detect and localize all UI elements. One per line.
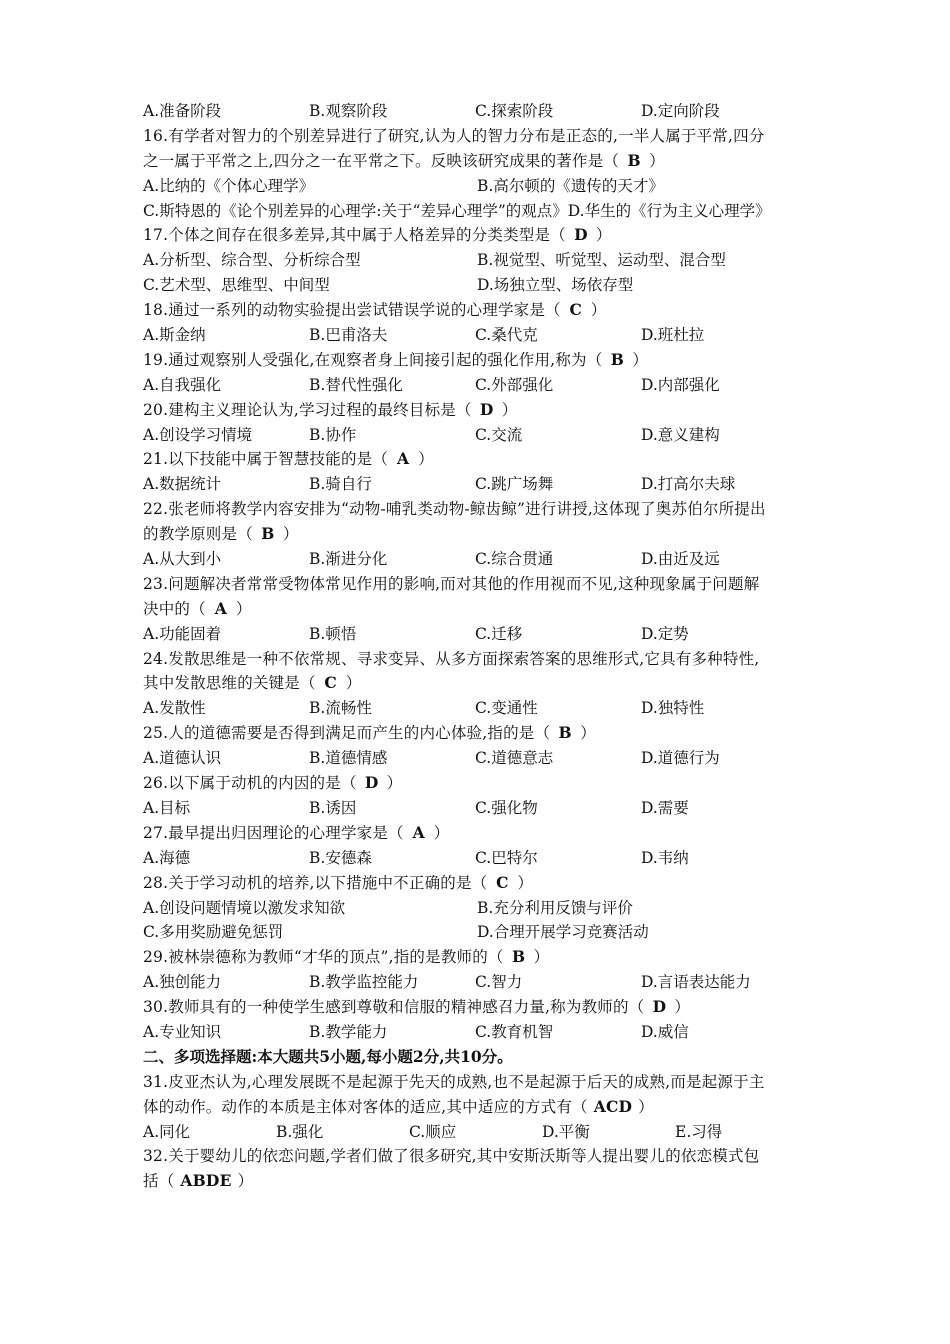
question-line <box>143 149 813 174</box>
option-line <box>143 199 813 224</box>
option-d: D.韦纳 <box>641 848 689 867</box>
option-c: C.道德意志 <box>475 749 554 768</box>
closing-paren: ） <box>632 350 649 369</box>
option-d: D.道德行为 <box>641 749 720 768</box>
option-b: B.诱因 <box>309 798 357 817</box>
option-a: A.自我强化 <box>143 375 222 394</box>
option-d: D.内部强化 <box>641 375 720 394</box>
question-text: 19.通过观察别人受强化,在观察者身上间接引起的强化作用,称为（ <box>143 350 603 369</box>
question-line <box>143 995 813 1020</box>
options-row <box>143 273 813 298</box>
closing-paren: ） <box>674 998 691 1017</box>
options-row <box>143 796 813 821</box>
options-row <box>143 1120 813 1145</box>
option-c: C.探索阶段 <box>475 102 554 120</box>
exam-content <box>143 99 813 1194</box>
option-b: B.渐进分化 <box>309 550 388 569</box>
option-d: D.定向阶段 <box>641 102 720 120</box>
answer-key: B <box>627 150 641 170</box>
question-text: 25.人的道德需要是否得到满足而产生的内心体验,指的是（ <box>143 724 551 743</box>
question-text: 29.被林崇德称为教师“才华的顶点”,指的是教师的（ <box>143 948 504 967</box>
option-a: A.道德认识 <box>143 749 222 768</box>
option-d: D.言语表达能力 <box>641 973 751 992</box>
question-line <box>143 1095 813 1120</box>
answer-key: D <box>479 399 494 419</box>
question-text: 26.以下属于动机的内因的是（ <box>143 774 357 793</box>
options-row <box>143 174 813 199</box>
question-line <box>143 1070 813 1095</box>
closing-paren: ） <box>649 151 665 170</box>
option-a: A.数据统计 <box>143 475 222 494</box>
option-e: E.习得 <box>675 1122 723 1141</box>
answer-key: D <box>364 773 379 793</box>
question-line <box>143 671 813 696</box>
options-row <box>143 373 813 398</box>
closing-paren: ） <box>282 525 299 544</box>
answer-key: B <box>511 947 526 967</box>
question-line <box>143 647 813 672</box>
closing-paren: ） <box>386 774 403 793</box>
closing-paren: ） <box>533 948 550 967</box>
question-line <box>143 721 813 746</box>
question-line <box>143 298 813 323</box>
answer-key: B <box>558 723 572 743</box>
option-c: C.教育机智 <box>475 1022 554 1041</box>
option-d: D.意义建构 <box>641 425 720 444</box>
question-text: 之一属于平常之上,四分之一在平常之下。反映该研究成果的著作是（ <box>143 151 620 170</box>
options-row <box>143 746 813 771</box>
option-d: D.定势 <box>641 624 689 643</box>
option-a: A.独创能力 <box>143 973 222 992</box>
option-b: B.教学监控能力 <box>309 973 419 992</box>
option-b: B.巴甫洛夫 <box>309 326 388 345</box>
option-b: B.流畅性 <box>309 699 372 718</box>
question-line <box>143 124 813 149</box>
answer-key: A <box>412 822 425 842</box>
answer-key: B <box>610 349 625 369</box>
question-line <box>143 1144 813 1169</box>
answer-key: D <box>652 997 667 1017</box>
question-line <box>143 348 813 373</box>
option-b: B.协作 <box>309 425 357 444</box>
option-b: B.视觉型、听觉型、运动型、混合型 <box>477 251 726 270</box>
answer-key: A <box>214 598 227 618</box>
option-c: C.综合贯通 <box>475 550 554 569</box>
question-text: 21.以下技能中属于智慧技能的是（ <box>143 450 389 469</box>
option-a: A.分析型、综合型、分析综合型 <box>143 251 361 270</box>
option-b: B.观察阶段 <box>309 102 388 120</box>
option-d: D.由近及远 <box>641 550 720 569</box>
options-row <box>143 547 813 572</box>
option-b: B.替代性强化 <box>309 375 403 394</box>
option-text: C.斯特恩的《论个别差异的心理学:关于“差异心理学”的观点》D.华生的《行为主义心理学》 <box>143 201 771 220</box>
answer-key: B <box>261 524 275 544</box>
options-row <box>143 1020 813 1045</box>
closing-paren: ） <box>433 823 450 842</box>
question-text: 16.有学者对智力的个别差异进行了研究,认为人的智力分布是正态的,一半人属于平常,四分 <box>143 126 765 145</box>
option-d: D.平衡 <box>542 1122 590 1141</box>
closing-paren: ） <box>345 674 362 693</box>
question-line <box>143 572 813 597</box>
options-row <box>143 970 813 995</box>
options-row <box>143 920 813 945</box>
option-c: C.外部强化 <box>475 375 554 394</box>
option-b: D.场独立型、场依存型 <box>477 276 634 295</box>
answer-key: ABDE <box>180 1171 232 1191</box>
question-line <box>143 497 813 522</box>
closing-paren: ） <box>638 1097 654 1116</box>
question-text: 决中的（ <box>143 599 206 618</box>
option-c: C.强化物 <box>475 798 538 817</box>
question-text: 其中发散思维的关键是（ <box>143 674 316 693</box>
section-heading <box>143 1045 813 1070</box>
closing-paren: ） <box>237 1172 254 1191</box>
answer-key: D <box>574 225 588 245</box>
option-b: B.骑自行 <box>309 475 372 494</box>
option-a: C.艺术型、思维型、中间型 <box>143 276 330 295</box>
options-row <box>143 472 813 497</box>
option-b: B.充分利用反馈与评价 <box>477 898 633 917</box>
question-text: 22.张老师将教学内容安排为“动物-哺乳类动物-鲸齿鲸”进行讲授,这体现了奥苏伯尔所提出 <box>143 500 766 519</box>
option-b: B.顿悟 <box>309 624 357 643</box>
closing-paren: ） <box>590 301 607 320</box>
option-d: D.班杜拉 <box>641 326 705 345</box>
option-c: C.变通性 <box>475 699 538 718</box>
option-a: A.同化 <box>143 1122 191 1141</box>
options-row <box>143 622 813 647</box>
option-b: B.强化 <box>276 1122 324 1141</box>
closing-paren: ） <box>580 724 596 743</box>
question-line <box>143 398 813 423</box>
option-a: C.多用奖励避免惩罚 <box>143 923 284 942</box>
option-a: A.从大到小 <box>143 550 222 569</box>
option-c: C.智力 <box>475 973 523 992</box>
question-text: 32.关于婴幼儿的依恋问题,学者们做了很多研究,其中安斯沃斯等人提出婴儿的依恋模式包 <box>143 1147 760 1166</box>
option-a: A.专业知识 <box>143 1022 222 1041</box>
option-b: B.高尔顿的《遗传的天才》 <box>477 176 664 195</box>
closing-paren: ） <box>235 599 252 618</box>
question-text: 括（ <box>143 1172 175 1191</box>
option-c: C.巴特尔 <box>475 848 538 867</box>
answer-key: C <box>496 872 509 892</box>
option-c: C.桑代克 <box>475 326 538 345</box>
option-c: C.交流 <box>475 425 523 444</box>
section-heading-text: 二、多项选择题:本大题共5小题,每小题2分,共10分。 <box>143 1046 513 1066</box>
question-text: 17.个体之间存在很多差异,其中属于人格差异的分类类型是（ <box>143 226 566 245</box>
option-d: D.独特性 <box>641 699 705 718</box>
option-a: A.准备阶段 <box>143 102 222 120</box>
option-d: D.打高尔夫球 <box>641 475 736 494</box>
option-b: D.合理开展学习竞赛活动 <box>477 923 649 942</box>
answer-key: A <box>396 449 410 469</box>
options-row <box>143 846 813 871</box>
option-d: D.需要 <box>641 798 689 817</box>
option-b: B.道德情感 <box>309 749 388 768</box>
answer-key: C <box>569 300 583 320</box>
option-a: A.发散性 <box>143 699 206 718</box>
closing-paren: ） <box>501 400 518 419</box>
question-text: 31.皮亚杰认为,心理发展既不是起源于先天的成熟,也不是起源于后天的成熟,而是起源于主 <box>143 1072 765 1091</box>
option-a: A.斯金纳 <box>143 326 206 345</box>
option-c: C.迁移 <box>475 624 523 643</box>
answer-key: C <box>324 673 337 693</box>
question-text: 18.通过一系列的动物实验提出尝试错误学说的心理学家是（ <box>143 301 561 320</box>
options-row <box>143 323 813 348</box>
options-row <box>143 696 813 721</box>
option-a: A.创设问题情境以激发求知欲 <box>143 898 346 917</box>
closing-paren: ） <box>418 450 434 469</box>
question-text: 28.关于学习动机的培养,以下措施中不正确的是（ <box>143 873 488 892</box>
option-a: A.创设学习情境 <box>143 425 253 444</box>
option-a: A.比纳的《个体心理学》 <box>143 176 315 195</box>
question-line <box>143 771 813 796</box>
options-row <box>143 248 813 273</box>
option-b: B.安德森 <box>309 848 372 867</box>
question-line <box>143 597 813 622</box>
question-line <box>143 522 813 547</box>
question-line <box>143 223 813 248</box>
question-text: 30.教师具有的一种使学生感到尊敬和信服的精神感召力量,称为教师的（ <box>143 998 645 1017</box>
option-a: A.海德 <box>143 848 191 867</box>
question-text: 24.发散思维是一种不依常规、寻求变异、从多方面探索答案的思维形式,它具有多种特性, <box>143 649 760 668</box>
options-row <box>143 896 813 921</box>
options-row <box>143 99 813 124</box>
option-c: C.顺应 <box>409 1122 457 1141</box>
question-line <box>143 821 813 846</box>
question-line <box>143 871 813 896</box>
option-c: C.跳广场舞 <box>475 475 554 494</box>
question-line <box>143 447 813 472</box>
question-line <box>143 945 813 970</box>
question-line <box>143 1169 813 1194</box>
options-row <box>143 423 813 448</box>
question-text: 20.建构主义理论认为,学习过程的最终目标是（ <box>143 400 472 419</box>
question-text: 27.最早提出归因理论的心理学家是（ <box>143 823 404 842</box>
closing-paren: ） <box>595 226 612 245</box>
question-text: 体的动作。动作的本质是主体对客体的适应,其中适应的方式有（ <box>143 1097 588 1116</box>
question-text: 的教学原则是（ <box>143 525 253 544</box>
option-a: A.目标 <box>143 798 191 817</box>
answer-key: ACD <box>593 1096 633 1116</box>
option-a: A.功能固着 <box>143 624 222 643</box>
closing-paren: ） <box>517 873 534 892</box>
question-text: 23.问题解决者常常受物体常见作用的影响,而对其他的作用视而不见,这种现象属于问题解 <box>143 574 760 593</box>
option-b: B.教学能力 <box>309 1022 388 1041</box>
option-d: D.威信 <box>641 1022 689 1041</box>
